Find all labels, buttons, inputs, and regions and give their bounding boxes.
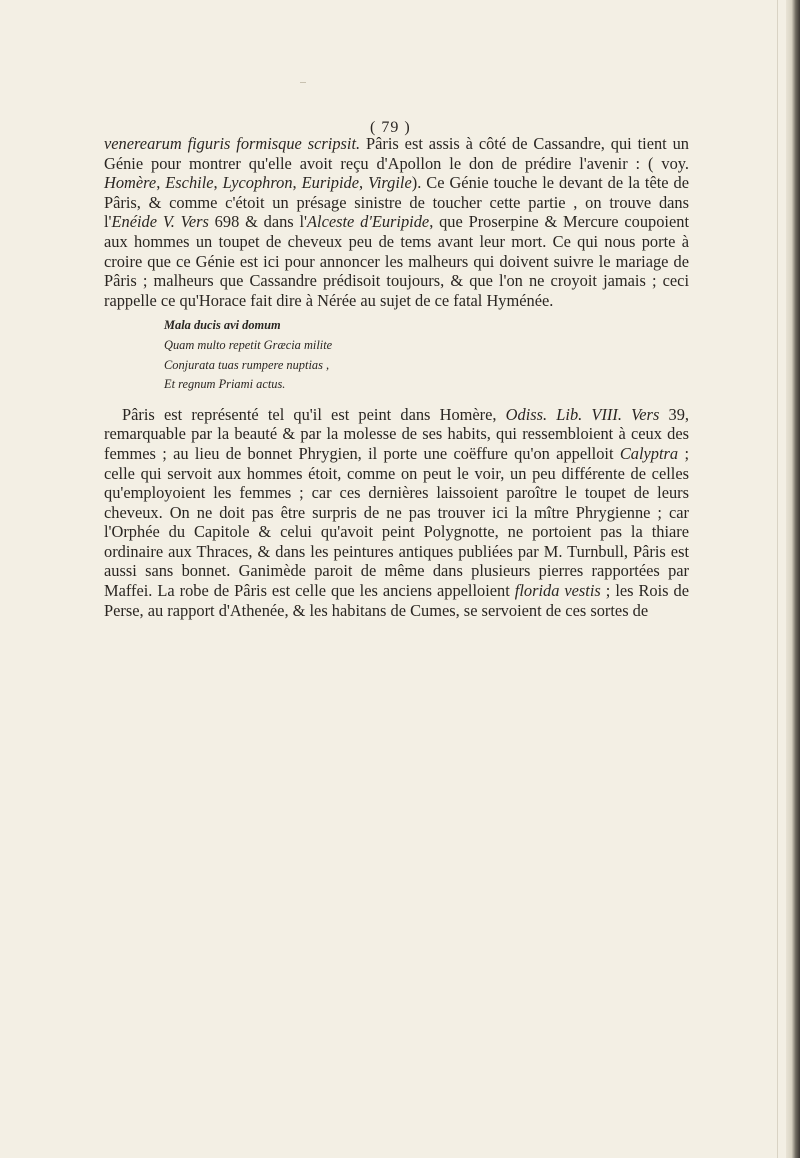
paris-paragraph: Pâris est représenté tel qu'il est peint dans Homère, Odiss. Lib. VIII. Vers 39, remarquable par la beauté & par la molesse de ses habits, qui ressembloient à ceux des femmes ; au lieu de bonnet Phrygien, il porte une coëffure qu'on appelloit Calyptra ; celle qui servoit aux hommes étoit, comme on peut le voir, un peu différente de celles qu'employoient les femmes ; car ces dernières laissoient paroître le toupet de leurs cheveux. On ne doit pas être surpris de ne pas trouver ici la mître Phrygienne ; car l'Orphée du Capitole & celui qu'avoit peint Polygnotte, ne portoient pas la thiare ordinaire aux Thraces, & dans les peintures antiques publiées par M. Turnbull, Pâris est aussi sans bonnet. Ganimède paroit de même dans plusieurs pierres rapportées par Maffei. La robe de Pâris est celle que les anciens appelloient florida vestis ; les Rois de Perse, au rapport d'Athenée, & les habitans de Cumes, se servoient de ces sortes de — [104, 404, 690, 620]
page-edge — [786, 0, 800, 1158]
page-number: ( 79 ) — [370, 119, 411, 136]
verse-line: Conjurata tuas rumpere nuptias , — [164, 357, 330, 372]
horace-quotation — [164, 316, 689, 394]
verse-line: Et regnum Priami actus. — [164, 377, 286, 392]
page-body — [104, 120, 689, 620]
latin-fragment: venerearum figuris formisque scripsit. — [104, 134, 361, 153]
verse-line: Mala ducis avi domum — [164, 318, 281, 333]
verse-line: Quam multo repetit Græcia milite — [164, 337, 333, 352]
ink-mark — [300, 82, 306, 83]
intro-paragraph: venerearum figuris formisque scripsit. Pâris est assis à côté de Cassandre, qui tient un Génie pour montrer qu'elle avoit reçu d'Apollon le don de prédire l'avenir : ( voy. Homère, Eschile, Lycophron, Euripide, Virgile). Ce Génie touche le devant de la tête de Pâris, & comme c'étoit un présage sinistre de toucher cette partie , on trouve dans l'Enéide V. Vers 698 & dans l'Alceste d'Euripide, que Proserpine & Mercure coupoient aux hommes un toupet de cheveux peu de tems avant leur mort. Ce qui nous porte à croire que ce Génie est ici pour annoncer les malheurs qui doivent suivre le mariage de Pâris ; malheurs que Cassandre prédisoit toujours, & que l'on ne croyoit jamais ; ceci rappelle ce qu'Horace fait dire à Nérée au sujet de ce fatal Hyménée. — [104, 134, 690, 310]
page-edge-line — [777, 0, 778, 1158]
